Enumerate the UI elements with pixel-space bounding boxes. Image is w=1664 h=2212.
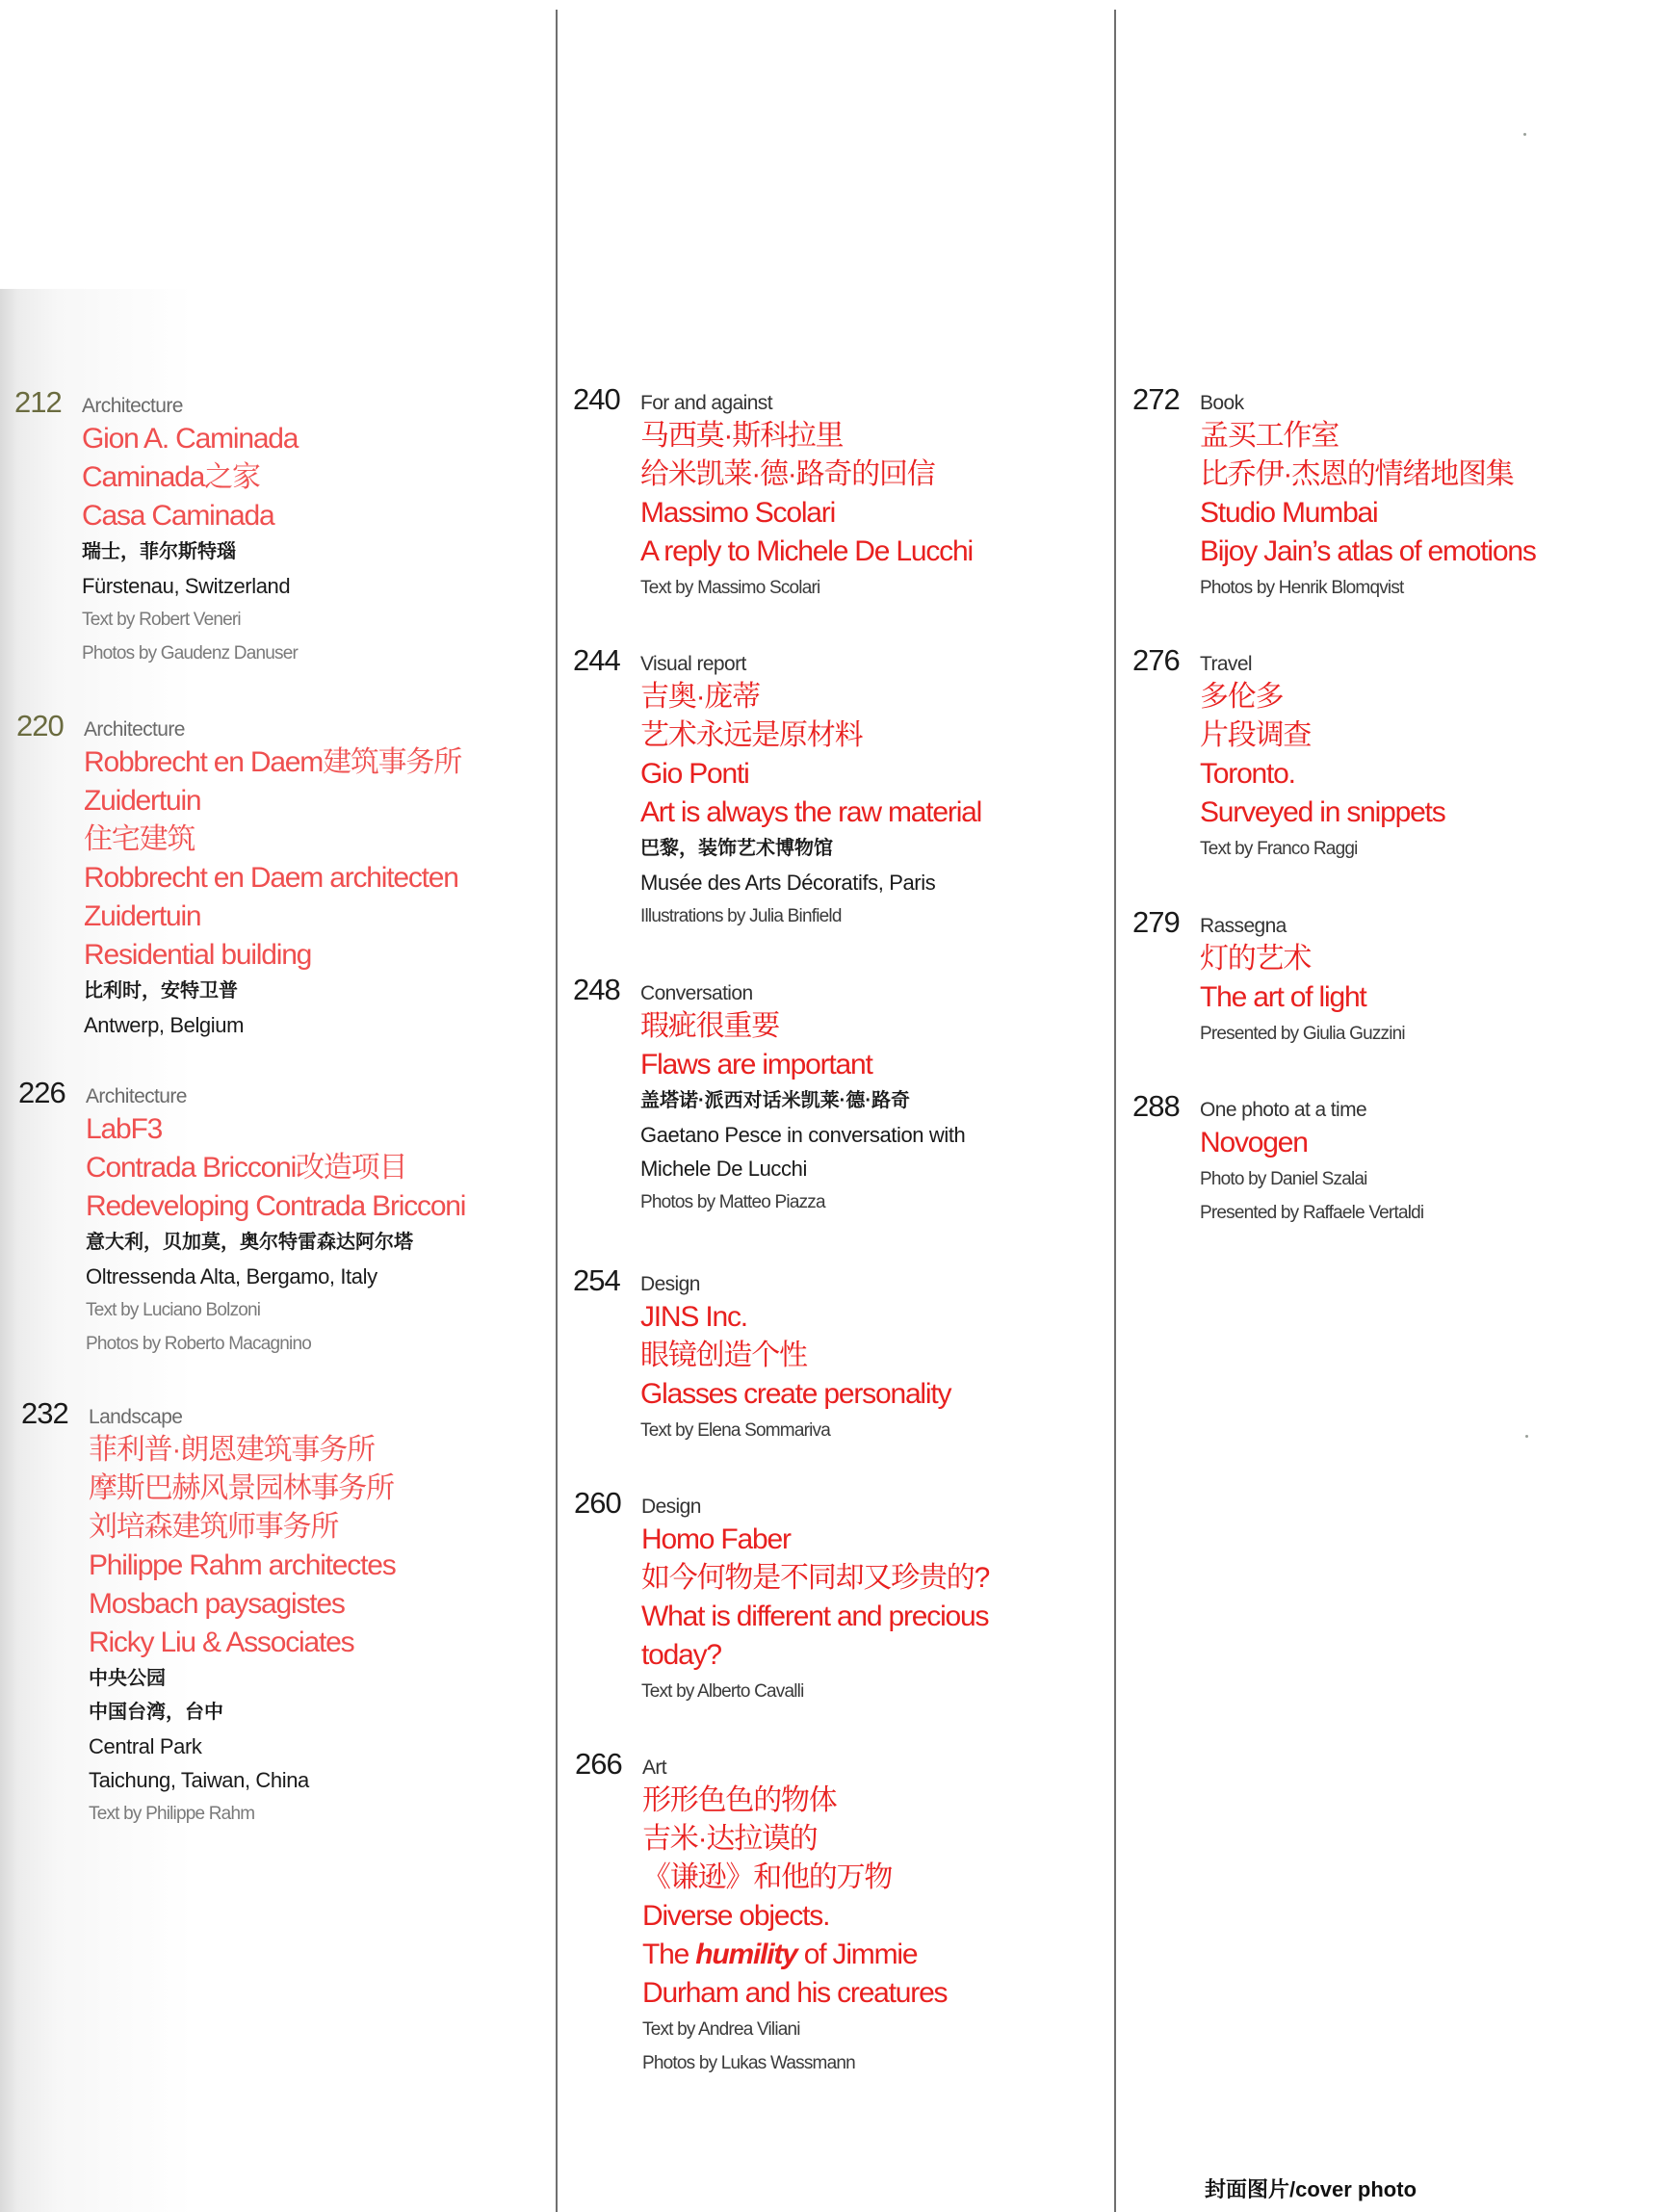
category-label: Conversation [640,982,753,1004]
title-line: 住宅建筑 [84,823,195,855]
column-divider [1114,10,1116,2212]
category-label: One photo at a time [1200,1099,1367,1121]
page-number: 240 [573,382,620,416]
credit-line: Photos by Gaudenz Danuser [82,643,298,664]
title-line: 眼镜创造个性 [640,1340,807,1371]
toc-entry-226 [18,1076,519,1361]
toc-entry-260 [574,1486,1075,1708]
credit-line: Text by Andrea Viliani [642,2019,800,2040]
location-cn: 巴黎，装饰艺术博物馆 [640,838,833,859]
location-en: Taichung, Taiwan, China [89,1768,309,1792]
title-line: Surveyed in snippets [1200,796,1445,828]
title-line: A reply to Michele De Lucchi [640,535,973,567]
title-line: Gio Ponti [640,758,749,790]
title-line: LabF3 [86,1113,163,1145]
title-line: Mosbach paysagistes [89,1588,345,1620]
location-cn: 中国台湾，台中 [89,1702,223,1723]
page-number: 288 [1132,1089,1180,1123]
title-line: today? [641,1639,721,1671]
title-line: Caminada之家 [82,461,260,493]
toc-entry-212 [14,385,515,670]
category-label: For and against [640,392,772,414]
title-fragment: of Jimmie [796,1939,918,1970]
title-line: Robbrecht en Daem建筑事务所 [84,746,462,778]
title-line: What is different and precious [641,1600,989,1632]
credit-line: Photos by Matteo Piazza [640,1192,825,1212]
location-en: Central Park [89,1734,202,1758]
toc-entry-248 [573,973,1074,1219]
title-line: 菲利普·朗恩建筑事务所 [89,1434,375,1466]
category-label: Architecture [86,1085,187,1107]
location-cn: 瑞士，菲尔斯特瑙 [82,541,236,562]
title-line: 吉奥·庞蒂 [640,681,760,713]
category-label: Rassegna [1200,915,1287,937]
title-line: Contrada Bricconi改造项目 [86,1152,407,1184]
title-line: 比乔伊·杰恩的情绪地图集 [1200,458,1514,490]
title-line: Durham and his creatures [642,1977,948,2009]
category-label: Art [642,1757,667,1779]
title-line: 摩斯巴赫风景园林事务所 [89,1472,394,1504]
title-line: Bijoy Jain’s atlas of emotions [1200,535,1536,567]
toc-entry-266 [575,1747,1076,2080]
title-line: 形形色色的物体 [642,1784,837,1816]
page-number: 272 [1132,382,1180,416]
title-line: 吉米·达拉谟的 [642,1823,818,1855]
category-label: Landscape [89,1406,183,1428]
category-label: Architecture [82,395,183,417]
page-number: 260 [574,1486,621,1520]
page-number: 244 [573,643,620,677]
title-line: Redeveloping Contrada Bricconi [86,1190,466,1222]
location-en: Musée des Arts Décoratifs, Paris [640,871,936,895]
column-divider [556,10,558,2212]
title-line: Glasses create personality [640,1378,951,1410]
title-line: Flaws are important [640,1049,872,1080]
credit-line: Text by Massimo Scolari [640,578,820,598]
title-line: 瑕疵很重要 [640,1010,779,1042]
location-cn: 中央公园 [89,1668,166,1689]
credit-line: Photos by Roberto Macagnino [86,1334,312,1354]
credit-line: Text by Luciano Bolzoni [86,1300,261,1320]
title-line: 片段调查 [1200,719,1312,751]
page-number: 279 [1132,905,1180,939]
title-line: Homo Faber [641,1523,791,1555]
category-label: Design [641,1496,701,1518]
credit-line: Photos by Lukas Wassmann [642,2053,855,2073]
title-line: Toronto. [1200,758,1295,790]
title-line: The art of light [1200,981,1366,1013]
participants-en: Michele De Lucchi [640,1157,807,1181]
credit-line: Text by Robert Veneri [82,610,241,630]
title-line: Philippe Rahm architectes [89,1549,396,1581]
location-cn: 比利时，安特卫普 [84,980,238,1002]
title-fragment: The [642,1939,696,1970]
category-label: Travel [1200,653,1252,675]
title-line-rich [642,1936,1076,1974]
page-number: 266 [575,1747,622,1781]
credit-line: Illustrations by Julia Binfield [640,906,842,926]
credit-line: Text by Philippe Rahm [89,1804,255,1824]
title-line: 《谦逊》和他的万物 [642,1861,893,1893]
title-line: 多伦多 [1200,681,1284,713]
toc-entry-240 [573,382,1074,605]
location-en: Oltressenda Alta, Bergamo, Italy [86,1264,377,1288]
page-number: 254 [573,1263,620,1297]
participants-en: Gaetano Pesce in conversation with [640,1123,966,1147]
category-label: Architecture [84,718,185,741]
credit-line: Presented by Giulia Guzzini [1200,1024,1405,1044]
title-line: Zuidertuin [84,900,201,932]
title-line: Gion A. Caminada [82,423,299,455]
title-line: 给米凯莱·德·路奇的回信 [640,458,935,490]
toc-entry-220 [16,709,517,1042]
location-en: Antwerp, Belgium [84,1013,245,1037]
title-line: 马西莫·斯科拉里 [640,420,844,452]
toc-entry-279 [1132,905,1633,1051]
page-number: 212 [14,385,62,419]
credit-line: Photos by Henrik Blomqvist [1200,578,1404,598]
category-label: Design [640,1273,700,1295]
title-line: 刘培森建筑师事务所 [89,1511,339,1543]
page-number: 220 [16,709,64,742]
title-italic-fragment: humility [695,1939,797,1970]
participants-cn: 盖塔诺·派西对话米凯莱·德·路奇 [640,1090,910,1111]
title-line: Ricky Liu & Associates [89,1626,354,1658]
page-number: 248 [573,973,620,1006]
title-line: Casa Caminada [82,500,274,532]
toc-entry-276 [1132,643,1633,866]
page-number: 232 [21,1396,68,1430]
title-line: 艺术永远是原材料 [640,719,863,751]
credit-line: Text by Franco Raggi [1200,839,1358,859]
title-line: Novogen [1200,1127,1308,1158]
title-line: Zuidertuin [84,785,201,817]
title-line: 孟买工作室 [1200,420,1339,452]
cover-photo-label: 封面图片/cover photo [1205,2177,1417,2201]
title-line: Art is always the raw material [640,796,982,828]
toc-entry-254 [573,1263,1074,1447]
category-label: Visual report [640,653,746,675]
location-en: Fürstenau, Switzerland [82,574,291,598]
title-line: Studio Mumbai [1200,497,1378,529]
title-line: 灯的艺术 [1200,943,1312,975]
credit-line: Text by Alberto Cavalli [641,1681,804,1702]
toc-entry-232 [21,1396,522,1831]
title-line: 如今何物是不同却又珍贵的? [641,1562,990,1594]
toc-entry-272 [1132,382,1633,605]
title-line: Diverse objects. [642,1900,830,1932]
toc-entry-244 [573,643,1074,933]
category-label: Book [1200,392,1244,414]
toc-entry-288 [1132,1089,1633,1230]
title-line: Massimo Scolari [640,497,836,529]
title-line: JINS Inc. [640,1301,747,1333]
credit-line: Photo by Daniel Szalai [1200,1169,1367,1189]
scan-speck [1525,1435,1528,1438]
title-line: Robbrecht en Daem architecten [84,862,458,894]
scan-speck [1523,133,1526,136]
credit-line: Text by Elena Sommariva [640,1420,831,1441]
page-number: 276 [1132,643,1180,677]
title-line: Residential building [84,939,312,971]
page-number: 226 [18,1076,65,1109]
credit-line: Presented by Raffaele Vertaldi [1200,1203,1424,1223]
location-cn: 意大利，贝加莫，奥尔特雷森达阿尔塔 [86,1232,413,1253]
